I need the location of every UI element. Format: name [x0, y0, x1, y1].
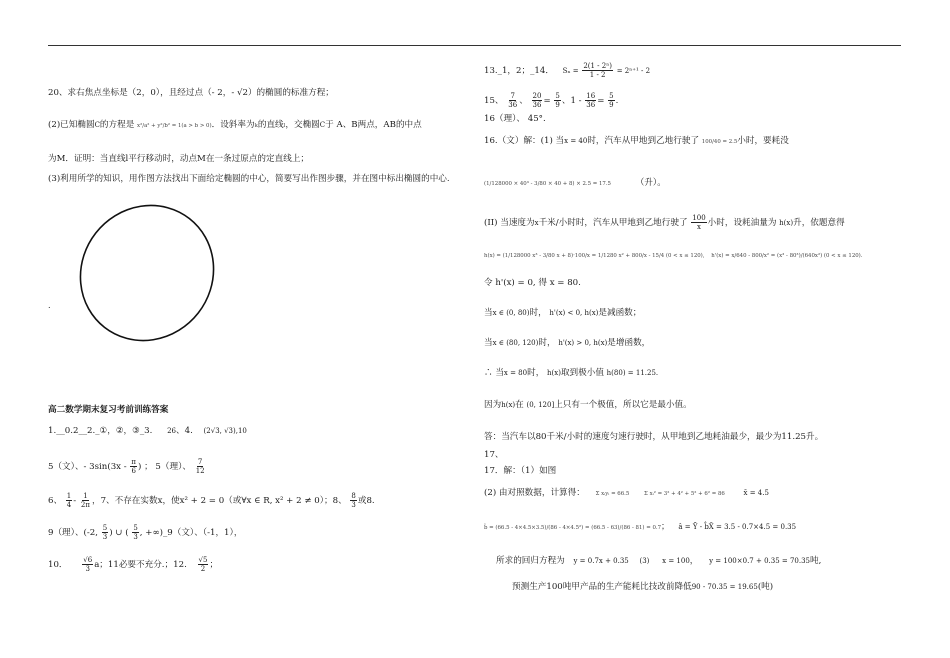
answer-15: 15、 $\frac{7}{36}$ 、 $\frac{20}{36}$ = $\frac{5}{9}$ 、1 - $\frac{16}{36}$ = $\frac{5}{9}$ . — [484, 92, 619, 109]
q20-part2-line2: 为M．证明：当直线l平行移动时，动点M在一条过原点的定直线上； — [48, 154, 309, 164]
answer-16-wen-6: 当x ∈ (0, 80)时， h'(x) < 0, h(x)是减函数； — [484, 308, 642, 318]
given-ellipse — [70, 200, 230, 350]
answer-10-12: 10． $\frac{√6}{3}$ a；11必要不充分.；12. $\frac{√5}{2}$ ； — [48, 556, 219, 573]
answer-1-4: 1.__0.2__2._①，②，③_3. 26、4. (2√3, √3),10 — [48, 426, 247, 436]
answers-title: 高二数学期末复习考前训练答案 — [48, 405, 169, 415]
answer-16-conclusion: 答：当汽车以80千米/小时的速度匀速行驶时，从甲地到乙地耗油最少，最少为11.25升。 — [484, 432, 824, 442]
answer-16-wen-8: ∴ 当x = 80时， h(x)取到极小值 h(80) = 11.25. — [484, 368, 659, 378]
q20-title: 20、求右焦点坐标是（2，0），且经过点（- 2，- √2）的椭圆的标准方程； — [48, 88, 334, 98]
answer-16-wen-4: h(x) = (1/128000 x³ - 3/80 x + 8)·100/x = 1/1280 x² + 800/x - 15/4 (0 < x ≤ 120), h'(x) = x/640 - 800/x² = (x³ - 80³)/(640x²) (0 < x ≤ 120). — [484, 253, 863, 259]
answer-17-equation: 所求的回归方程为 y = 0.7x + 0.35 (3) x = 100， y = 100×0.7 + 0.35 = 70.35吨, — [496, 556, 822, 566]
answer-16-wen-9: 因为h(x)在 (0, 120]上只有一个极值，所以它是最小值。 — [484, 400, 692, 410]
q20-part2: (2)已知椭圆C的方程是 x²/a² + y²/b² = 1(a > b > 0)．设斜率为k的直线l，交椭圆C于 A、B两点，AB的中点 — [48, 120, 422, 130]
ellipse-equation: x²/a² + y²/b² = 1(a > b > 0) — [137, 123, 212, 129]
answer-9: 9（理）、(-2, $\frac{5}{3}$ ) ∪ ( $\frac{5}{3}$ , +∞)_9（文）、（-1，1）， — [48, 524, 243, 541]
answer-17-regression: b̂ = (66.5 - 4×4.5×3.5)/(86 - 4×4.5²) = (66.5 - 63)/(86 - 81) = 0.7； â = Ȳ - b̂X̄ = 3.5 - 0.7×4.5 = 0.35 — [484, 522, 797, 532]
answer-5: 5（文）、- 3sin(3x - $\frac{\pi}{6}$ ) ； 5（理）、 $\frac{7}{12}$ — [48, 458, 205, 475]
answer-16-wen-3: (II) 当速度为x千米/小时时，汽车从甲地到乙地行驶了 $\frac{100}{x}$ 小时，设耗油量为 h(x)升，依题意得 — [484, 214, 845, 231]
answer-16-wen-2: (1/128000 × 40³ - 3/80 × 40 + 8) × 2.5 = 17.5 （升）。 — [484, 178, 666, 188]
answer-16-li: 16（理）、 45°. — [484, 114, 546, 124]
answer-17-part1: 17．解：（1）如图 — [484, 466, 557, 476]
answer-17-part2: (2) 由对照数据，计算得： Σ xᵢyᵢ = 66.5 Σ xᵢ² = 3² + 4² + 5² + 6² = 86 x̄ = 4.5 — [484, 488, 769, 498]
answer-6-8: 6、 $\frac{1}{4}$ - $\frac{1}{2\pi}$ ，7、不存在实数x，使x² + 2 = 0（或∀x ∈ R, x² + 2 ≠ 0）；8、 $\frac{8}{3}$ 或8. — [48, 492, 375, 509]
answer-13-14: 13._1，2；_14． Sₙ = $\frac{\text{2(1 - 2ⁿ)}}{1 - 2}$ = 2ⁿ⁺¹ - 2 — [484, 62, 651, 79]
answer-16-wen-1: 16.（文）解：(1) 当x = 40时，汽车从甲地到乙地行驶了 100/40 = 2.5小时，要耗没 — [484, 136, 789, 146]
answer-17-prediction: 预测生产100吨甲产品的生产能耗比技改前降低90 - 70.35 = 19.65(吨) — [512, 582, 774, 592]
answer-16-wen-7: 当x ∈ (80, 120)时， h'(x) > 0, h(x)是增函数， — [484, 338, 651, 348]
answer-17-label: 17、 — [484, 450, 504, 460]
header-rule — [48, 45, 901, 46]
answer-16-wen-5: 令 h'(x) = 0, 得 x = 80. — [484, 278, 581, 288]
stray-dot: . — [48, 301, 51, 310]
q20-part3: (3)利用所学的知识，用作图方法找出下面给定椭圆的中心，简要写出作图步骤，并在图中标出椭圆的中心. — [48, 174, 450, 184]
ellipse-shape — [70, 200, 230, 350]
